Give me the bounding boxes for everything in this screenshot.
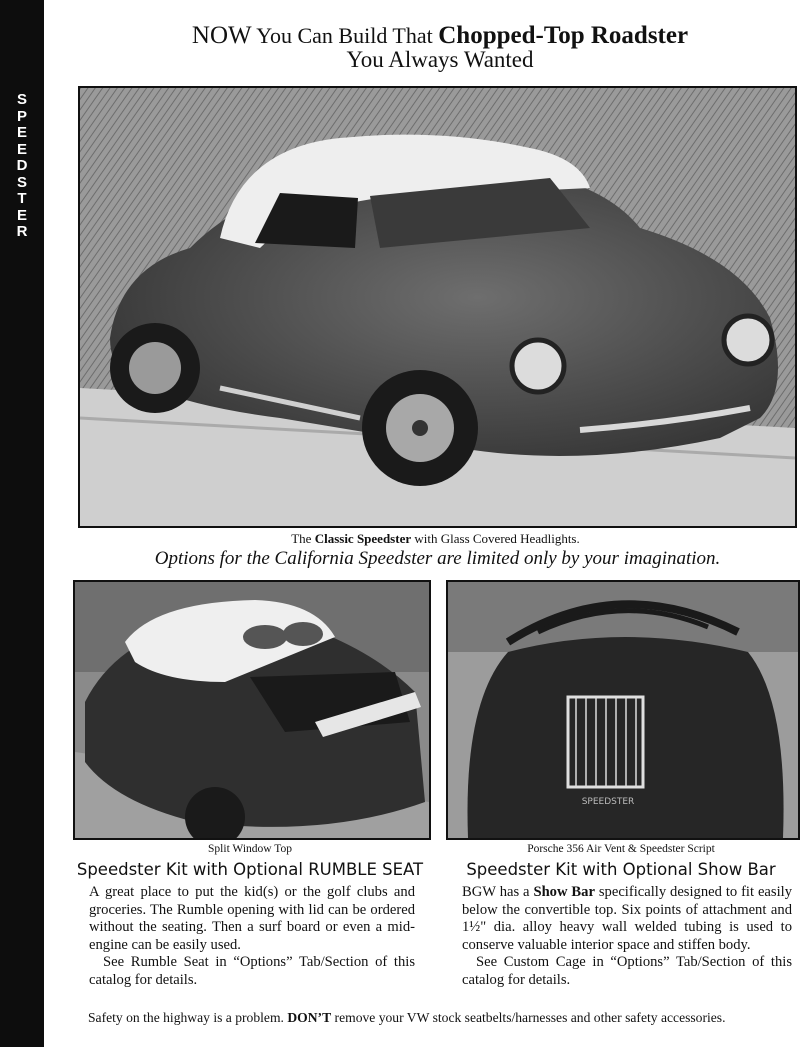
side-tab-letter: P (16, 107, 27, 125)
side-tab (0, 0, 44, 1047)
split-window-caption: Split Window Top (208, 843, 292, 855)
side-tab-letter: E (16, 140, 27, 158)
show-bar-photo (446, 580, 800, 840)
rumble-seat-para1: A great place to put the kid(s) or the golf clubs and groceries. The Rumble opening with lid can be ordered without the seating. Then a surf board or even a mid-engine can be easily used. (89, 884, 415, 953)
rumble-seat-title: Speedster Kit with Optional RUMBLE SEAT (76, 860, 424, 879)
side-tab-letter: E (16, 206, 27, 224)
side-tab-letter: S (16, 173, 27, 191)
main-caption-bold: Classic Speedster (314, 531, 412, 546)
rumble-seat-para2: See Rumble Seat in “Options” Tab/Section of this catalog for details. (89, 954, 415, 988)
main-caption-prefix: The (291, 531, 315, 546)
show-bar-para1-suffix: specifically designed to fit easily below the convertible top. Six points of attachment and 1½" dia. alloy heavy wall welded tubing is used to conserve valuable interior space and stiffen body. (462, 884, 792, 953)
side-tab-letter: D (16, 157, 28, 174)
split-window-photo (73, 580, 431, 840)
rumble-seat-body (89, 884, 415, 990)
show-bar-para1-bold: Show Bar (533, 884, 595, 900)
main-photo (78, 86, 797, 528)
footer-bold: DON’T (287, 1010, 332, 1025)
speedster-script-text: SPEEDSTER (581, 797, 635, 807)
main-caption-suffix: with Glass Covered Headlights. (411, 531, 580, 546)
side-tab-letters (0, 92, 44, 241)
side-tab-letter: E (16, 124, 27, 141)
side-tab-letter: T (17, 190, 27, 207)
headline-line2: You Always Wanted (346, 47, 534, 72)
show-bar-para1 (462, 884, 792, 954)
headline-bold: Chopped-Top Roadster (438, 22, 689, 49)
headline-now: NOW (191, 22, 252, 49)
side-tab-letter: R (16, 223, 28, 240)
footer-suffix: remove your VW stock seatbelts/harnesses and other safety accessories. (331, 1010, 726, 1025)
main-photo-caption (78, 531, 793, 547)
show-bar-para1-prefix: BGW has a (462, 884, 534, 900)
show-bar-para2: See Custom Cage in “Options” Tab/Section of this catalog for details. (462, 954, 792, 988)
air-vent-caption: Porsche 356 Air Vent & Speedster Script (527, 843, 715, 855)
show-bar-body (462, 884, 792, 990)
tagline: Options for the California Speedster are limited only by your imagination. (154, 548, 721, 569)
side-tab-letter: S (16, 91, 27, 108)
page-headline (90, 24, 790, 72)
footer-prefix: Safety on the highway is a problem. (88, 1010, 288, 1025)
headline-middle: You Can Build That (251, 23, 439, 48)
show-bar-title: Speedster Kit with Optional Show Bar (466, 860, 776, 879)
safety-footer (88, 1010, 800, 1026)
